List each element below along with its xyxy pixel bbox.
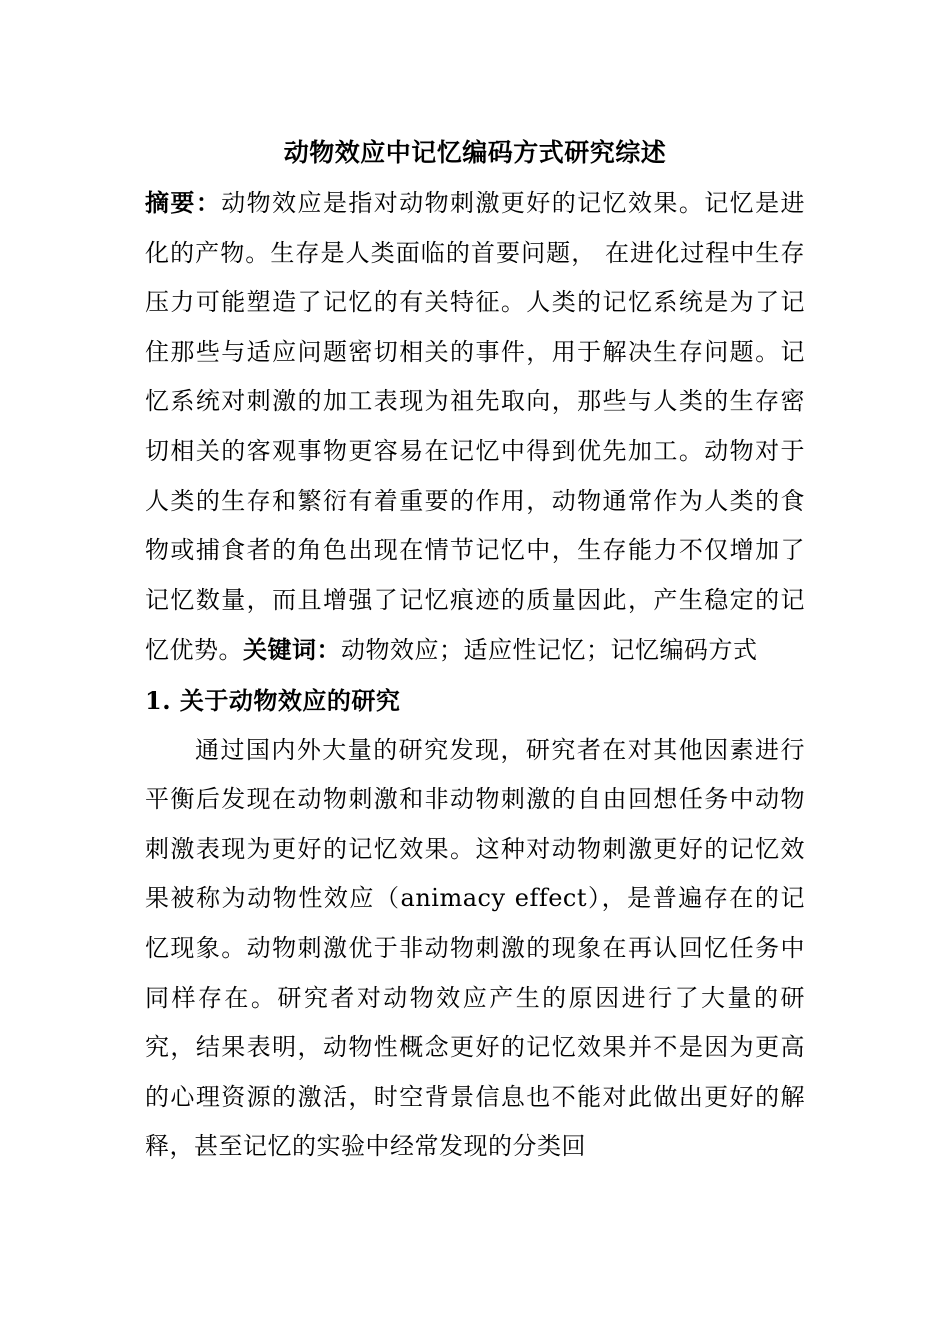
abstract-text: 动物效应是指对动物刺激更好的记忆效果。记忆是进化的产物。生存是人类面临的首要问题， 在进化过程中生存压力可能塑造了记忆的有关特征。人类的记忆系统是为了记住那些与适应问题密切相关的事件，用于解决生存问题。记忆系统对刺激的加工表现为祖先取向，那些与人类的生存密切相关的客观事物更容易在记忆中得到优先加工。动物对于人类的生存和繁衍有着重要的作用，动物通常作为人类的食物或捕食者的角色出现在情节记忆中，生存能力不仅增加了记忆数量，而且增强了记忆痕迹的质量因此，产生稳定的记忆优势。 [145, 189, 806, 665]
keywords-label: 关键词： [243, 635, 341, 665]
abstract-paragraph [145, 178, 805, 676]
abstract-label: 摘要： [145, 188, 222, 217]
document-page [145, 128, 805, 1172]
section-heading: 1. 关于动物效应的研究 [145, 685, 401, 715]
document-title: 动物效应中记忆编码方式研究综述 [283, 138, 667, 167]
keywords-text: 动物效应；适应性记忆；记忆编码方式 [341, 636, 758, 665]
section-paragraph: 通过国内外大量的研究发现，研究者在对其他因素进行平衡后发现在动物刺激和非动物刺激的自由回想任务中动物刺激表现为更好的记忆效果。这种对动物刺激更好的记忆效果被称为动物性效应（animacy effect），是普遍存在的记忆现象。动物刺激优于非动物刺激的现象在再认回忆任务中同样存在。研究者对动物效应产生的原因进行了大量的研究，结果表明，动物性概念更好的记忆效果并不是因为更高的心理资源的激活，时空背景信息也不能对此做出更好的解释，甚至记忆的实验中经常发现的分类回 [145, 735, 805, 1161]
